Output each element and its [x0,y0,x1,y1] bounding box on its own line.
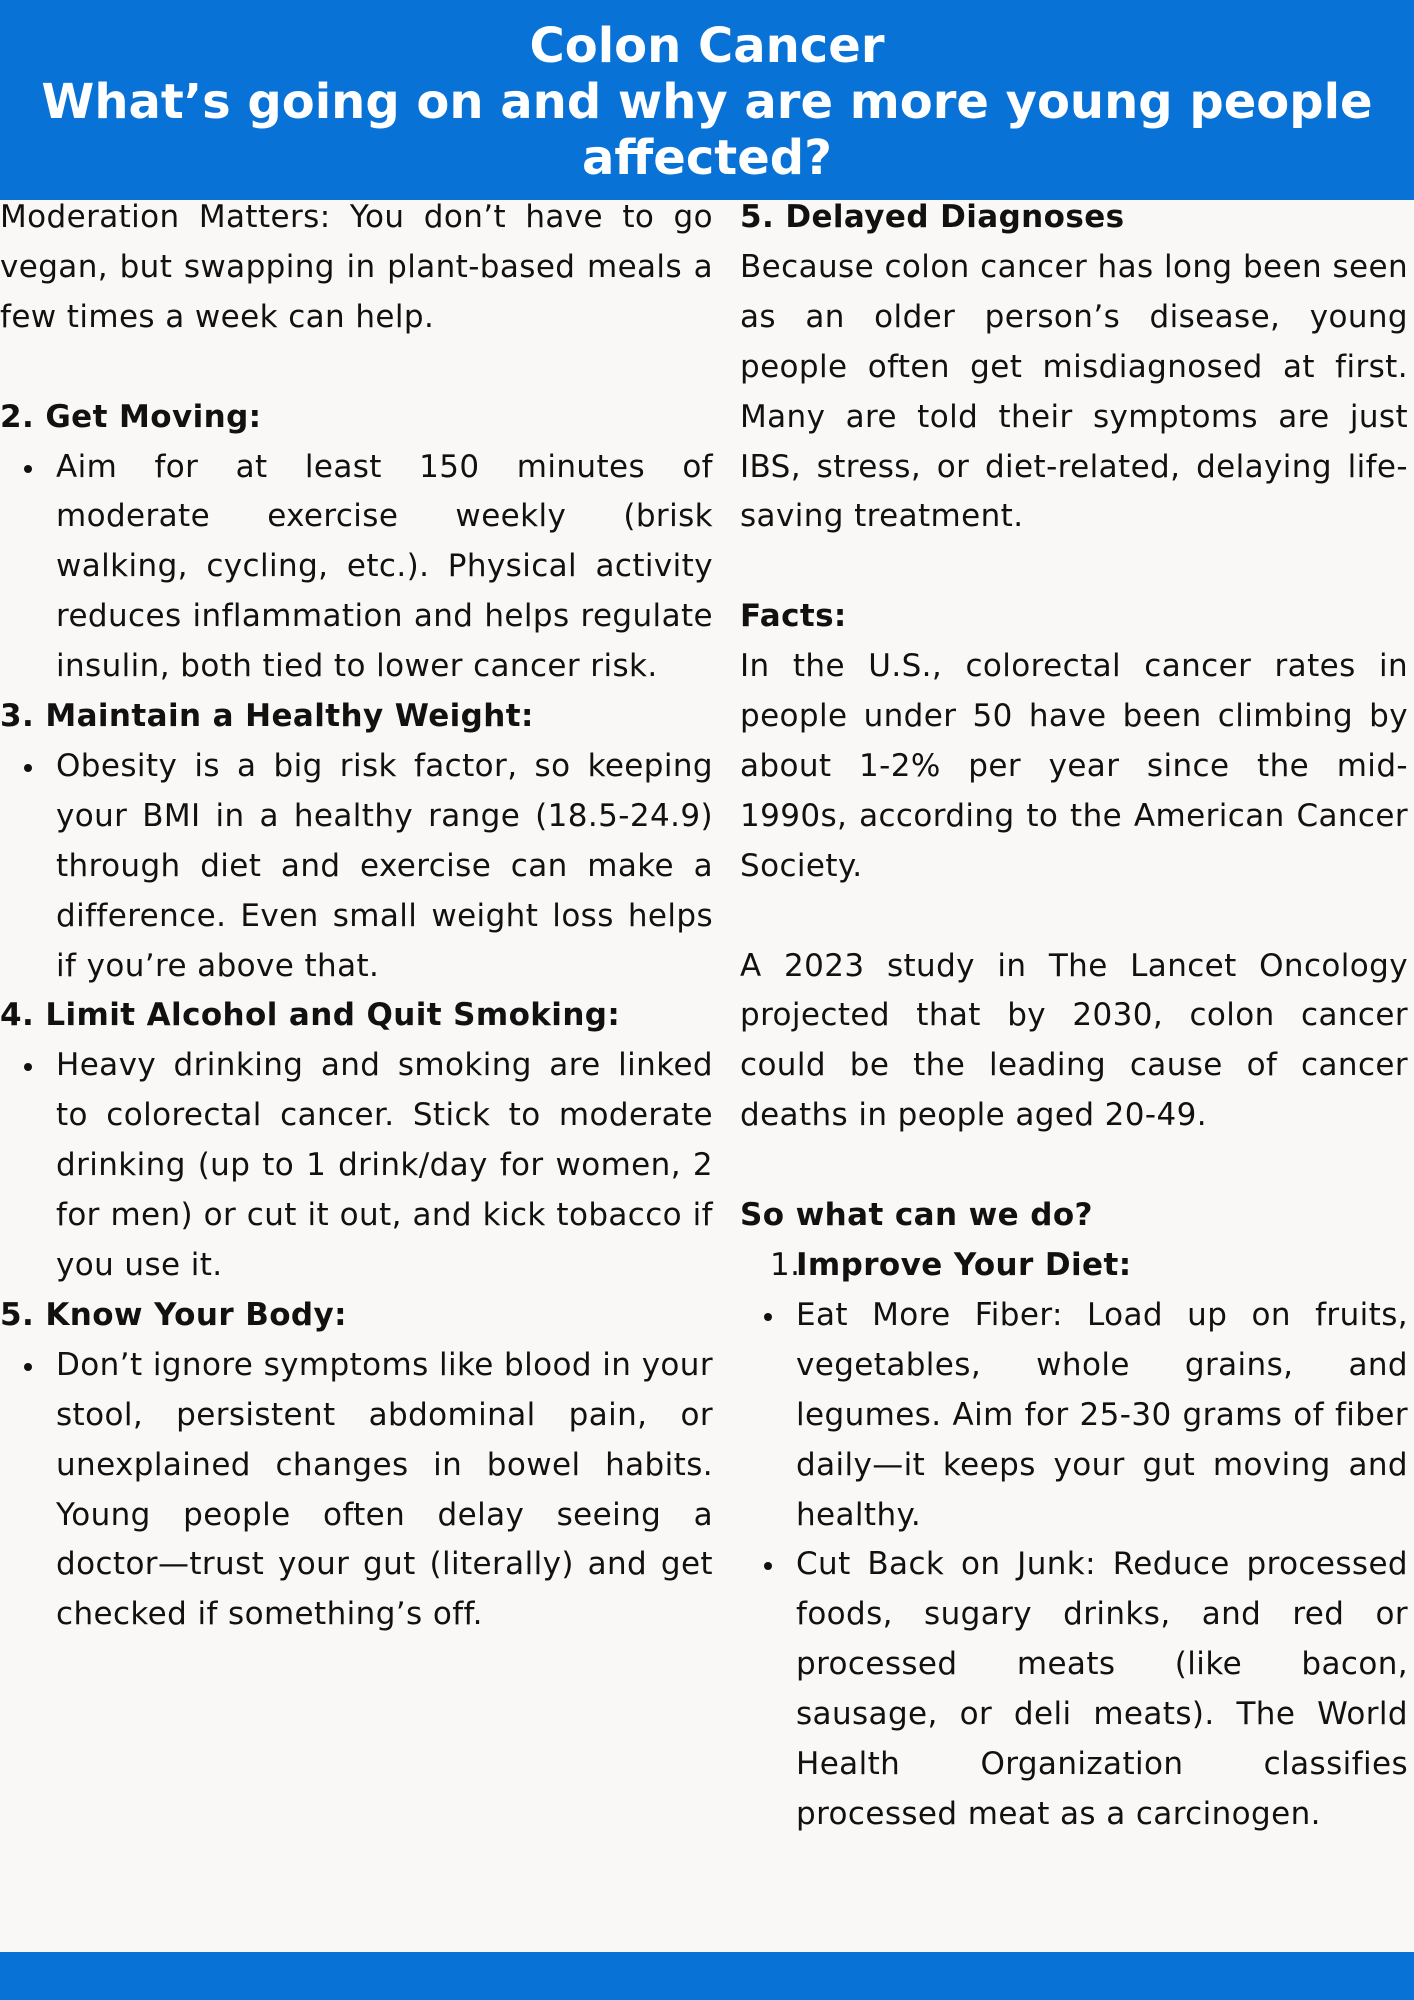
alcohol-smoking-list [0,1041,713,1291]
know-your-body-heading: 5. Know Your Body: [0,1296,347,1333]
junk-bullet: Cut Back on Junk: Reduce processed foods, sugary drinks, and red or processed meats (like bacon, sausage, or deli meats). The World Health Organization classifies processed meat as a carcinogen. [740,1540,1408,1839]
improve-diet-label: Improve Your Diet: [796,1246,1132,1283]
facts-paragraph-lancet: A 2023 study in The Lancet Oncology projected that by 2030, colon cancer could be the leading cause of cancer deaths in people aged 20-49. [740,947,1408,1134]
page-subtitle: What’s going on and why are more young people affected? [41,74,1373,186]
right-column [740,193,1408,1840]
diet-list [740,1291,1408,1840]
know-your-body-bullet: Don’t ignore symptoms like blood in your stool, persistent abdominal pain, or unexplained changes in bowel habits. Young people often delay seeing a doctor—trust your gut (literally) and get checked if something’s off. [0,1341,713,1640]
alcohol-smoking-bullet: Heavy drinking and smoking are linked to colorectal cancer. Stick to moderate drinking (up to 1 drink/day for women, 2 for men) or cut it out, and kick tobacco if you use it. [0,1041,713,1291]
fiber-bullet: Eat More Fiber: Load up on fruits, vegetables, whole grains, and legumes. Aim for 25-30 grams of fiber daily—it keeps your gut moving and healthy. [740,1291,1408,1541]
page-header [0,0,1414,200]
spacer [740,1141,1408,1191]
spacer [740,542,1408,592]
page-title: Colon Cancer [529,18,885,74]
improve-diet-item [740,1241,1408,1291]
what-can-we-do-heading: So what can we do? [740,1197,1093,1234]
get-moving-bullet: Aim for at least 150 minutes of moderate exercise weekly (brisk walking, cycling, etc.). Physical activity reduces inflammation and helps regulate insulin, both tied to lower cancer risk. [0,443,713,693]
alcohol-smoking-heading: 4. Limit Alcohol and Quit Smoking: [0,997,621,1034]
get-moving-heading: 2. Get Moving: [0,398,262,435]
get-moving-list [0,443,713,693]
delayed-diagnoses-heading: 5. Delayed Diagnoses [740,199,1125,235]
facts-heading: Facts: [740,598,847,635]
spacer [740,892,1408,942]
page-footer-bar [0,1952,1414,2000]
healthy-weight-heading: 3. Maintain a Healthy Weight: [0,698,534,735]
spacer [0,343,713,393]
left-column [0,193,713,1640]
healthy-weight-bullet: Obesity is a big risk factor, so keeping your BMI in a healthy range (18.5-24.9) through diet and exercise can make a difference. Even small weight loss helps if you’re above that. [0,742,713,992]
list-number: 1. [770,1246,801,1283]
facts-paragraph-rates: In the U.S., colorectal cancer rates in people under 50 have been climbing by about 1-2% per year since the mid-1990s, according to the American Cancer Society. [740,648,1408,884]
healthy-weight-list [0,742,713,992]
know-your-body-list [0,1341,713,1640]
delayed-diagnoses-paragraph: Because colon cancer has long been seen as an older person’s disease, young people often get misdiagnosed at first. Many are told their symptoms are just IBS, stress, or diet-related, delaying life-saving treatment. [740,248,1408,535]
moderation-paragraph: Moderation Matters: You don’t have to go vegan, but swapping in plant-based meals a few times a week can help. [0,199,713,335]
